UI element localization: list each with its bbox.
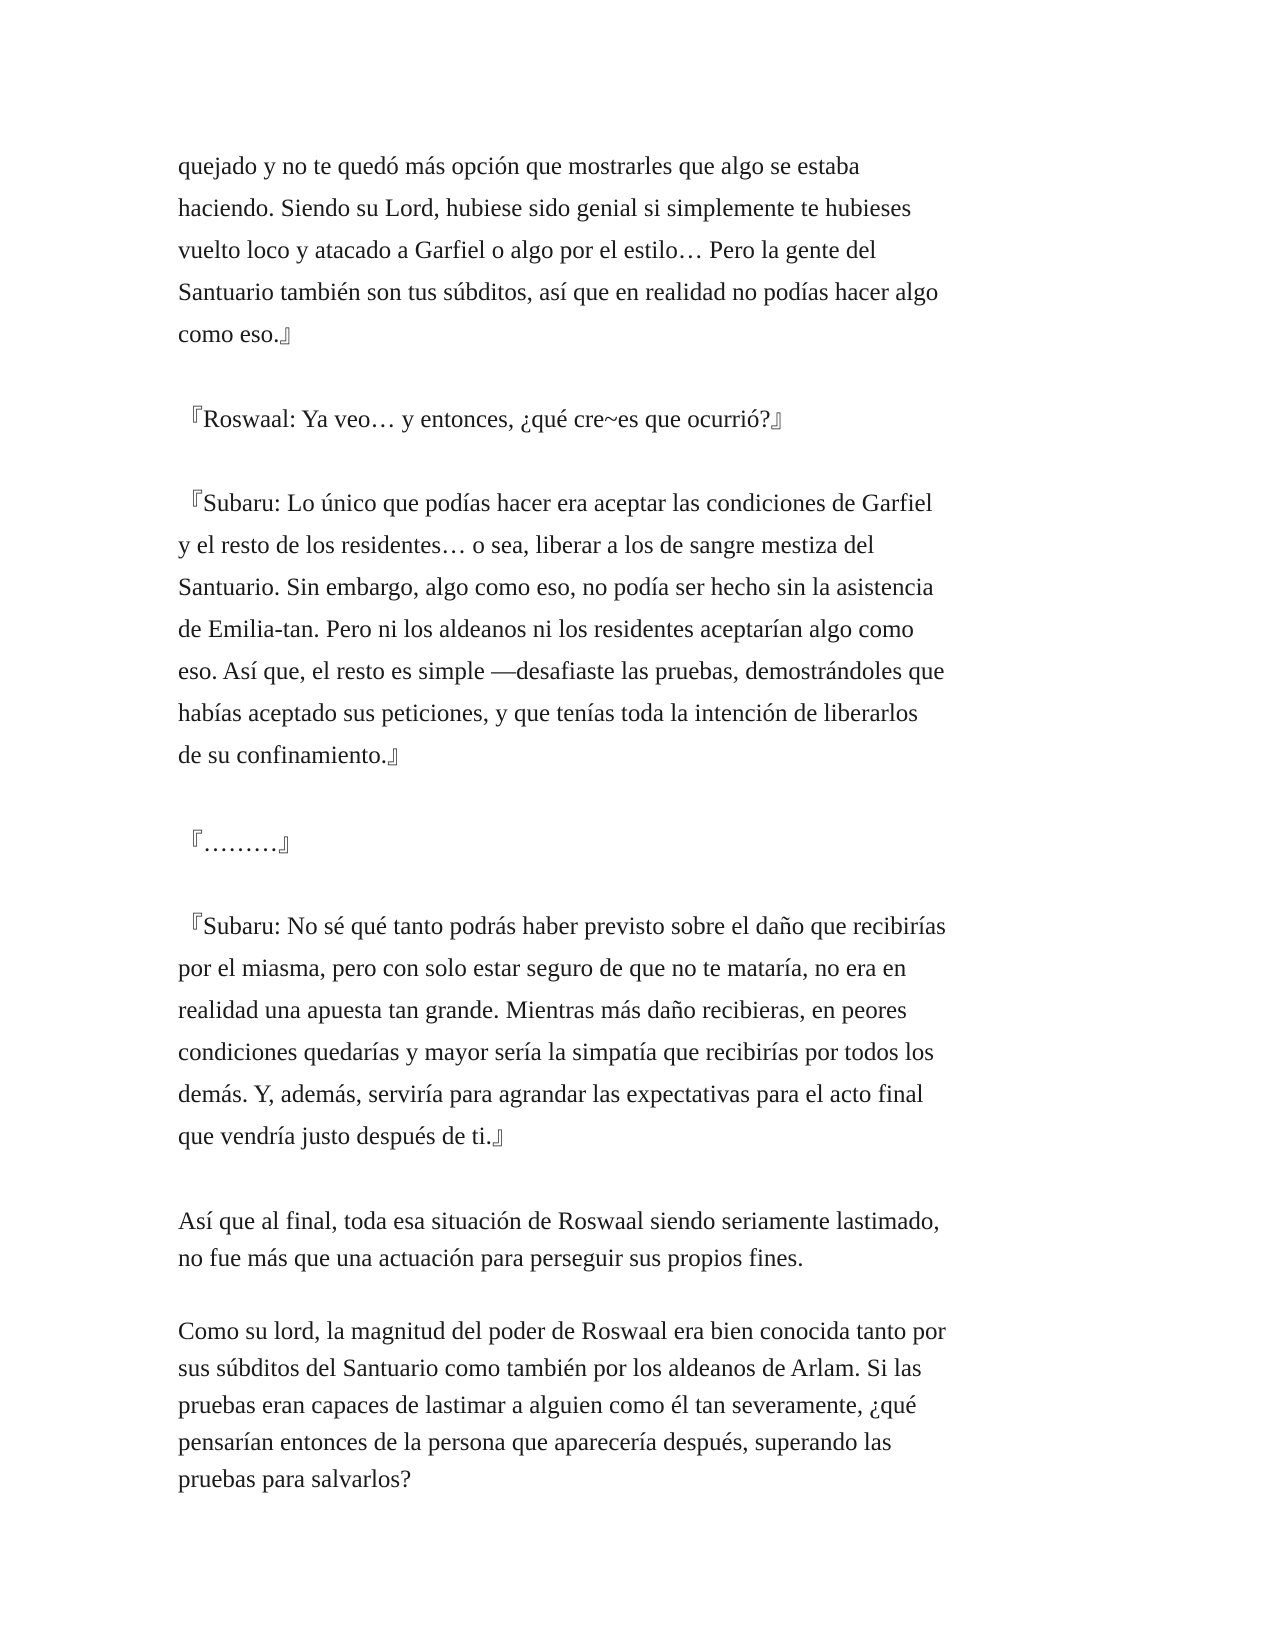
dialogue-subaru-1: 『Subaru: Lo único que podías hacer era aceptar las condiciones de Garfiel y el resto de los residentes… o sea, liberar a los de sangre mestiza del Santuario. Sin embargo, algo como eso, no podía ser hecho sin la asistencia de Emilia-tan. Pero ni los aldeanos ni los residentes aceptarían algo como eso. Así que, el resto es simple —desafiaste las pruebas, demostrándoles que habías aceptado sus peticiones, y que tenías toda la intención de liberarlos de su confinamiento.』 [178, 490, 945, 769]
paragraph-narration-1: quejado y no te quedó más opción que mostrarles que algo se estaba haciendo. Siendo su Lord, hubiese sido genial si simplemente te hubieses vuelto loco y atacado a Garfiel o algo por el estilo… Pero la gente del Santuario también son tus súbditos, así que en realidad no podías hacer algo como eso.』 [178, 153, 939, 348]
paragraph-narration-3: Como su lord, la magnitud del poder de Roswaal era bien conocida tanto por sus súbditos del Santuario como también por los aldeanos de Arlam. Si las pruebas eran capaces de lastimar a alguien como él tan severamente, ¿qué pensarían entonces de la persona que aparecería después, superando las pruebas para salvarlos? [178, 1318, 946, 1493]
paragraph-narration-2: Así que al final, toda esa situación de Roswaal siendo seriamente lastimado, no fue más que una actuación para perseguir sus propios fines. [178, 1208, 940, 1272]
dialogue-subaru-2: 『Subaru: No sé qué tanto podrás haber previsto sobre el daño que recibirías por el miasma, pero con solo estar seguro de que no te mataría, no era en realidad una apuesta tan grande. Mientras más daño recibieras, en peores condiciones quedarías y mayor sería la simpatía que recibirías por todos los demás. Y, además, serviría para agrandar las expectativas para el acto final que vendría justo después de ti.』 [178, 913, 946, 1150]
dialogue-silence: 『………』 [178, 830, 304, 857]
dialogue-roswaal: 『Roswaal: Ya veo… y entonces, ¿qué cre~es que ocurrió?』 [178, 406, 796, 433]
